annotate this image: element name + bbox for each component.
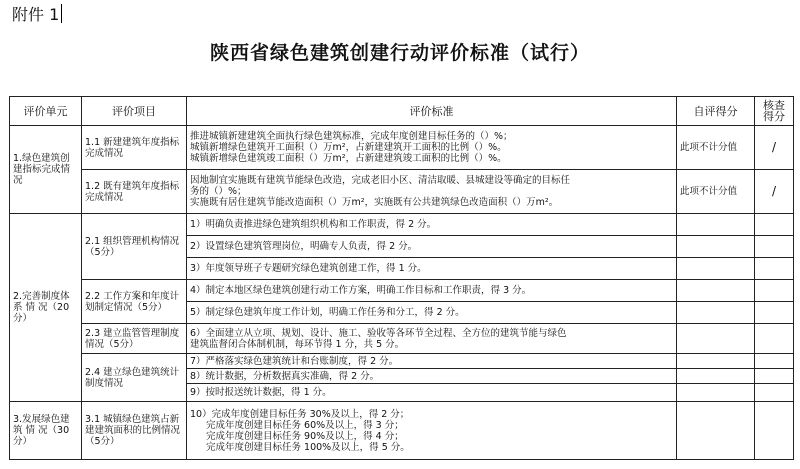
attachment-label: 附件 1 xyxy=(12,2,62,25)
self-score-cell[interactable] xyxy=(677,280,755,302)
self-score-cell[interactable] xyxy=(677,324,755,354)
header-self-score: 自评得分 xyxy=(677,97,755,126)
self-score-cell[interactable] xyxy=(677,258,755,280)
table-row xyxy=(10,402,794,460)
table-row xyxy=(10,170,794,214)
check-score-cell[interactable] xyxy=(755,236,794,258)
header-check-score: 核查得分 xyxy=(755,97,794,126)
table-row xyxy=(10,354,794,369)
standard-cell: 4）制定本地区绿色建筑创建行动工作方案，明确工作目标和工作职责，得 3 分。 xyxy=(187,280,677,302)
item-cell: 3.1 城镇绿色建筑占新建建筑面积的比例情况（5分） xyxy=(82,402,187,460)
check-score-cell[interactable] xyxy=(755,369,794,384)
check-score-cell[interactable]: / xyxy=(755,170,794,214)
check-score-cell[interactable] xyxy=(755,214,794,236)
check-score-cell[interactable] xyxy=(755,324,794,354)
check-score-cell[interactable]: / xyxy=(755,126,794,170)
unit-cell: 1.绿色建筑创建指标完成情况 xyxy=(10,126,82,214)
standard-cell: 6）全面建立从立项、规划、设计、施工、验收等各环节全过程、全方位的建筑节能与绿色 建筑监督闭合体制机制，每环节得 1 分，共 5 分。 xyxy=(187,324,677,354)
item-cell: 2.1 组织管理机构情况（5分） xyxy=(82,214,187,280)
item-cell: 2.2 工作方案和年度计划制定情况（5分） xyxy=(82,280,187,324)
check-score-cell[interactable] xyxy=(755,384,794,402)
standard-cell: 9）按时报送统计数据，得 1 分。 xyxy=(187,384,677,402)
self-score-cell[interactable]: 此项不计分值 xyxy=(677,126,755,170)
standard-cell: 因地制宜实施既有建筑节能绿色改造，完成老旧小区、清洁取暖、县城建设等确定的目标任 务的（）%； 实施既有居住建筑节能改造面积（）万m²，实施既有公共建筑绿色改造面积（）万m²。 xyxy=(187,170,677,214)
check-score-cell[interactable] xyxy=(755,354,794,369)
self-score-cell[interactable]: 此项不计分值 xyxy=(677,170,755,214)
check-score-cell[interactable] xyxy=(755,280,794,302)
table-row xyxy=(10,126,794,170)
standard-cell: 推进城镇新建建筑全面执行绿色建筑标准，完成年度创建目标任务的（）%； 城镇新增绿色建筑开工面积（）万m²，占新建建筑开工面积的比例（）%。 城镇新增绿色建筑竣工面积（）万m²，占新建建筑竣工面积的比例（）%。 xyxy=(187,126,677,170)
header-unit: 评价单元 xyxy=(10,97,82,126)
standard-cell: 3）年度领导班子专题研究绿色建筑创建工作，得 1 分。 xyxy=(187,258,677,280)
standard-cell: 1）明确负责推进绿色建筑组织机构和工作职责，得 2 分。 xyxy=(187,214,677,236)
item-cell: 2.4 建立绿色建筑统计制度情况 xyxy=(82,354,187,402)
self-score-cell[interactable] xyxy=(677,402,755,460)
self-score-cell[interactable] xyxy=(677,302,755,324)
check-score-cell[interactable] xyxy=(755,402,794,460)
table-row xyxy=(10,280,794,302)
evaluation-table xyxy=(9,96,794,460)
table-row xyxy=(10,214,794,236)
item-cell: 1.1 新建建筑年度指标完成情况 xyxy=(82,126,187,170)
item-cell: 1.2 既有建筑年度指标完成情况 xyxy=(82,170,187,214)
unit-cell: 2.完善制度体 系 情 况（20分） xyxy=(10,214,82,402)
standard-cell: 5）制定绿色建筑年度工作计划，明确工作任务和分工，得 2 分。 xyxy=(187,302,677,324)
standard-cell: 8）统计数据，分析数据真实准确，得 2 分。 xyxy=(187,369,677,384)
self-score-cell[interactable] xyxy=(677,384,755,402)
text-cursor xyxy=(61,4,62,23)
standard-cell: 10）完成年度创建目标任务 30%及以上，得 2 分； 完成年度创建目标任务 60%及以上，得 3 分； 完成年度创建目标任务 90%及以上，得 4 分； 完成年度创建目标任务 100%及以上，得 5 分。 xyxy=(187,402,677,460)
self-score-cell[interactable] xyxy=(677,236,755,258)
self-score-cell[interactable] xyxy=(677,369,755,384)
standard-cell: 7）严格落实绿色建筑统计和台账制度，得 2 分。 xyxy=(187,354,677,369)
header-standard: 评价标准 xyxy=(187,97,677,126)
self-score-cell[interactable] xyxy=(677,214,755,236)
self-score-cell[interactable] xyxy=(677,354,755,369)
header-row xyxy=(10,97,794,126)
standard-cell: 2）设置绿色建筑管理岗位，明确专人负责，得 2 分。 xyxy=(187,236,677,258)
document-title: 陕西省绿色建筑创建行动评价标准（试行） xyxy=(209,42,590,64)
table-row xyxy=(10,324,794,354)
item-cell: 2.3 建立监管管理制度情况（5分） xyxy=(82,324,187,354)
header-item: 评价项目 xyxy=(82,97,187,126)
unit-cell: 3.发展绿色建 筑 情 况（30分） xyxy=(10,402,82,460)
check-score-cell[interactable] xyxy=(755,302,794,324)
check-score-cell[interactable] xyxy=(755,258,794,280)
